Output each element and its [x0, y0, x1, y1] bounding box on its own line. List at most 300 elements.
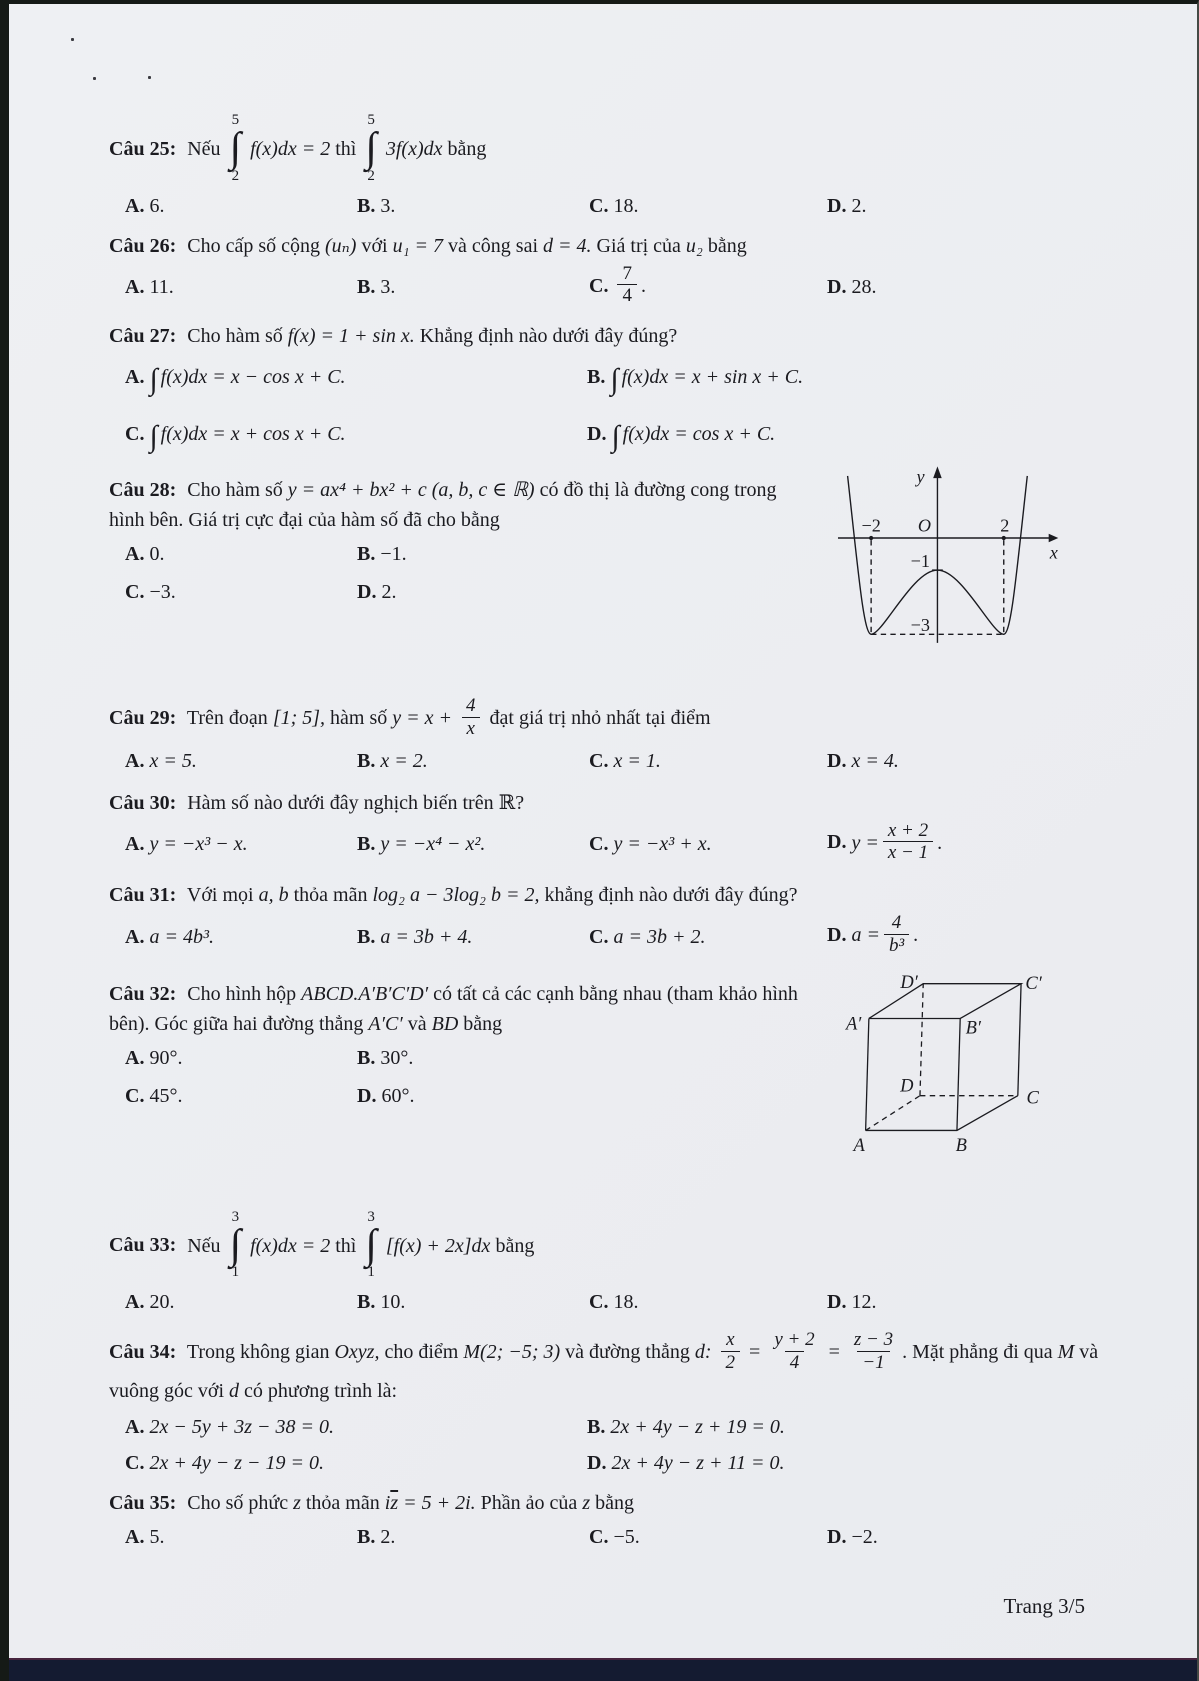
- question-25: [109, 114, 1101, 221]
- math-run: y = ax⁴ + bx² + c (a, b, c ∈ ℝ): [287, 479, 535, 502]
- option-key: C.: [125, 1084, 145, 1107]
- option-key: B.: [357, 1046, 376, 1069]
- option-b: [357, 829, 589, 859]
- option-b: [587, 1412, 1101, 1442]
- fraction-numerator: 4: [891, 912, 902, 934]
- question-27-stem: [109, 321, 1101, 351]
- vertex-label-d: D: [900, 1075, 914, 1096]
- option-key: A.: [125, 832, 145, 855]
- option-key: D.: [827, 749, 847, 772]
- text-run: Hàm số nào dưới đây nghịch biến trên ℝ?: [187, 791, 525, 814]
- math-run: M: [1057, 1341, 1075, 1364]
- math-run: = 5 + 2i.: [403, 1491, 476, 1514]
- integral-lower-bound: 2: [367, 167, 375, 184]
- option-c: [589, 746, 827, 776]
- option-value: 3.: [380, 194, 396, 217]
- edge-cc': [1018, 984, 1021, 1096]
- text-run: với: [361, 234, 388, 257]
- integral-glyph: ∫: [611, 420, 620, 454]
- question-31: [109, 880, 1101, 959]
- text-run: và công sai: [448, 234, 539, 257]
- text-run: thỏa mãn: [305, 1491, 380, 1514]
- text-run: bằng: [447, 137, 487, 160]
- text-run: Nếu: [187, 137, 221, 160]
- option-value: 60°.: [381, 1084, 415, 1107]
- text-run: cho điểm: [384, 1341, 459, 1364]
- option-key: D.: [587, 1451, 607, 1474]
- z-conjugate: $\overline{z}$: [390, 1491, 399, 1514]
- integral-sign: [365, 1209, 377, 1282]
- option-d: [827, 191, 1101, 221]
- option-a: [125, 1287, 357, 1317]
- option-key: D.: [827, 924, 847, 947]
- option-a: [125, 829, 357, 859]
- scan-bottom-edge: [0, 1658, 1199, 1681]
- math-run: [f(x) + 2x]dx: [385, 1234, 491, 1257]
- option-value: 5.: [149, 1525, 165, 1548]
- options-row: [109, 914, 1101, 959]
- integral-glyph: ∫: [365, 125, 377, 171]
- question-33: [109, 1208, 1101, 1318]
- math-run: Oxyz,: [334, 1341, 380, 1364]
- option-value: y = −x³ + x.: [613, 832, 712, 855]
- math-run: ABCD.A′B′C′D′: [301, 982, 429, 1005]
- option-value: 45°.: [149, 1084, 183, 1107]
- axis-label-x: x: [1049, 542, 1058, 563]
- text-run: . Mặt phẳng đi qua: [902, 1341, 1053, 1364]
- question-35-stem: [109, 1488, 1101, 1518]
- option-d: [587, 1448, 1101, 1478]
- q32-box-figure: [833, 975, 1045, 1167]
- text-run: Giá trị của: [596, 234, 681, 257]
- fraction: [617, 263, 637, 308]
- option-key: B.: [357, 1525, 376, 1548]
- question-27: [109, 321, 1101, 459]
- option-key: B.: [587, 1415, 606, 1438]
- text-run: Trong không gian: [186, 1341, 330, 1364]
- option-key: C.: [589, 1291, 609, 1314]
- question-label: Câu 25:: [109, 137, 177, 160]
- option-b: [357, 746, 589, 776]
- options-row: [109, 1522, 1101, 1552]
- option-value: −2.: [851, 1525, 878, 1548]
- text-run: Trên đoạn: [186, 706, 268, 729]
- question-35: [109, 1488, 1101, 1552]
- equals-sign: =: [828, 1341, 840, 1364]
- math-run: u₂: [685, 234, 703, 257]
- question-30: [109, 788, 1101, 867]
- fraction: [769, 1329, 819, 1374]
- option-a: [125, 922, 357, 952]
- options-row: [109, 746, 1101, 776]
- fraction-numerator: 4: [466, 694, 476, 716]
- fraction-numerator: 7: [622, 262, 632, 284]
- text-run: và: [407, 1012, 427, 1035]
- option-key: A.: [125, 366, 145, 389]
- math-run: (uₙ): [325, 234, 357, 257]
- option-value: x = 2.: [380, 749, 428, 772]
- option-prefix: y =: [851, 831, 879, 854]
- scan-speck: [148, 76, 151, 79]
- option-suffix: .: [913, 924, 919, 947]
- fraction-numerator: z − 3: [853, 1329, 894, 1351]
- option-value: a = 4b³.: [149, 925, 214, 948]
- option-value: 10.: [380, 1291, 406, 1314]
- text-run: thì: [335, 1234, 357, 1257]
- option-value: 2x − 5y + 3z − 38 = 0.: [149, 1415, 334, 1438]
- page-number: Trang 3/5: [1003, 1594, 1085, 1618]
- text-run: Cho cấp số cộng: [187, 234, 320, 257]
- tick-label-minus1: −1: [910, 551, 930, 572]
- option-key: A.: [125, 194, 145, 217]
- option-key: B.: [587, 366, 606, 389]
- option-value: 12.: [851, 1291, 877, 1314]
- option-value: a = 3b + 4.: [380, 925, 473, 948]
- integral-sign: [230, 112, 242, 185]
- fraction-denominator: −1: [857, 1351, 889, 1374]
- question-34: [109, 1331, 1101, 1478]
- option-key: A.: [125, 543, 145, 566]
- math-run: d:: [694, 1341, 712, 1364]
- q28-graph-figure: [823, 461, 1069, 663]
- fraction-numerator: y + 2: [774, 1329, 815, 1351]
- option-value: 20.: [149, 1291, 175, 1314]
- math-run: y = x +: [392, 706, 453, 729]
- option-key: B.: [357, 749, 376, 772]
- integral-lower-bound: 1: [367, 1264, 375, 1281]
- option-value: 0.: [149, 543, 165, 566]
- integral-glyph: ∫: [229, 125, 242, 171]
- options-row: [109, 819, 1101, 867]
- option-key: B.: [357, 275, 376, 298]
- option-key: C.: [589, 274, 609, 297]
- tick-label-minus2: −2: [861, 515, 881, 536]
- math-run: z: [582, 1491, 591, 1514]
- options-grid: [109, 1412, 1101, 1478]
- text-run: bằng: [595, 1491, 634, 1514]
- option-value: f(x)dx = x + cos x + C.: [160, 423, 346, 446]
- question-30-stem: [109, 788, 1101, 818]
- question-label: Câu 35:: [109, 1491, 177, 1514]
- option-a: [125, 539, 357, 569]
- x-arrowhead: [1049, 534, 1059, 543]
- question-34-stem: [109, 1331, 1101, 1406]
- question-26-stem: [109, 231, 1101, 261]
- math-run: f(x)dx = 2: [250, 137, 331, 160]
- option-key: D.: [587, 423, 607, 446]
- option-key: C.: [589, 194, 609, 217]
- option-c: [589, 1287, 827, 1317]
- tick-label-2: 2: [1000, 515, 1010, 536]
- option-key: C.: [589, 1525, 609, 1548]
- integral-upper-bound: 5: [367, 112, 375, 128]
- option-key: C.: [589, 749, 609, 772]
- fraction: [883, 820, 933, 865]
- text-run: và đường thẳng: [565, 1341, 690, 1364]
- integral-glyph: ∫: [149, 363, 158, 397]
- option-value: a = 3b + 2.: [613, 925, 706, 948]
- option-key: D.: [827, 1525, 847, 1548]
- math-run: BD: [431, 1012, 459, 1035]
- math-run: f(x) = 1 + sin x.: [287, 325, 415, 348]
- option-prefix: a =: [851, 924, 880, 947]
- solid-bottom-edges: [866, 1096, 1018, 1131]
- text-run: có đồ thị là đường cong trong hình bên. Giá trị cực đại của hàm số đã cho bằng: [109, 479, 777, 532]
- integral-glyph: ∫: [229, 1221, 242, 1268]
- math-run: A′C′: [368, 1012, 403, 1035]
- text-run: Cho hàm số: [187, 325, 283, 348]
- fraction-numerator: x + 2: [887, 819, 929, 841]
- solid-top-edges: [869, 984, 1021, 1019]
- options-row: [109, 1287, 1101, 1317]
- question-33-stem: [109, 1208, 1101, 1284]
- question-25-stem: [109, 114, 1101, 187]
- option-key: D.: [827, 1291, 847, 1314]
- vertex-label-a: A: [853, 1135, 865, 1156]
- scan-speck: [71, 38, 74, 41]
- math-run: f(x)dx = 2: [250, 1234, 331, 1257]
- option-value: x = 5.: [149, 749, 197, 772]
- option-c: [589, 262, 827, 310]
- text-run: đạt giá trị nhỏ nhất tại điểm: [489, 706, 711, 729]
- option-key: D.: [827, 194, 847, 217]
- text-run: Nếu: [187, 1234, 221, 1257]
- integral-glyph: ∫: [610, 363, 619, 397]
- option-a: [125, 272, 357, 302]
- option-c: [589, 191, 827, 221]
- option-key: A.: [125, 1046, 145, 1069]
- option-key: D.: [827, 831, 847, 854]
- math-run: u₁ = 7: [392, 234, 444, 257]
- option-d: [827, 914, 1101, 959]
- math-run: d = 4.: [543, 234, 592, 257]
- option-value: 28.: [851, 275, 877, 298]
- quartic-function-graph: [823, 461, 1069, 654]
- option-d: [827, 1522, 1101, 1552]
- question-label: Câu 32:: [109, 982, 177, 1005]
- text-run: có phương trình là:: [244, 1379, 398, 1402]
- vertex-label-d-prime: D′: [900, 974, 918, 992]
- option-a: [125, 1522, 357, 1552]
- options-grid: [109, 539, 669, 607]
- option-suffix: .: [937, 831, 943, 854]
- option-key: B.: [357, 543, 376, 566]
- math-run: log₂ a − 3log₂ b = 2,: [372, 884, 540, 907]
- fraction-denominator: x − 1: [883, 841, 933, 864]
- option-b: [357, 922, 589, 952]
- fraction: [884, 912, 909, 957]
- option-value: f(x)dx = x + sin x + C.: [621, 366, 804, 389]
- option-value: y = −x⁴ − x².: [380, 832, 486, 855]
- fraction-denominator: x: [462, 717, 480, 740]
- fraction: [849, 1329, 898, 1374]
- vertex-label-b: B: [955, 1135, 967, 1156]
- option-key: B.: [357, 832, 376, 855]
- fraction-denominator: 2: [721, 1351, 741, 1374]
- math-run: a, b: [258, 884, 289, 907]
- option-b: [357, 1287, 589, 1317]
- vertex-label-b-prime: B′: [965, 1017, 981, 1038]
- vertex-label-a-prime: A′: [845, 1013, 862, 1034]
- option-d: [827, 746, 1101, 776]
- option-value: 18.: [613, 194, 639, 217]
- option-a: [125, 1043, 357, 1073]
- option-c: [125, 577, 357, 607]
- option-value: 2x + 4y − z + 19 = 0.: [610, 1415, 785, 1438]
- option-b: [357, 539, 669, 569]
- option-value: 18.: [613, 1291, 639, 1314]
- text-run: và vuông góc với: [109, 1341, 1099, 1402]
- text-run: bằng: [707, 234, 747, 257]
- question-label: Câu 27:: [109, 325, 177, 348]
- tick-label-minus3: −3: [910, 615, 930, 636]
- integral-lower-bound: 1: [231, 1264, 240, 1281]
- option-key: B.: [357, 925, 376, 948]
- exam-content: [9, 4, 1197, 1552]
- equals-sign: =: [749, 1341, 761, 1364]
- option-d: [827, 1287, 1101, 1317]
- options-row: [109, 262, 1101, 310]
- option-value: 2.: [381, 581, 397, 604]
- question-label: Câu 34:: [109, 1341, 177, 1364]
- option-a: [125, 191, 357, 221]
- option-d: [827, 819, 1101, 867]
- option-value: 30°.: [380, 1046, 414, 1069]
- integral-glyph: ∫: [365, 1221, 377, 1268]
- integral-sign: [365, 112, 377, 185]
- question-label: Câu 33:: [109, 1234, 177, 1257]
- math-run: i: [384, 1491, 391, 1514]
- option-value: 6.: [149, 194, 165, 217]
- option-c: [589, 1522, 827, 1552]
- integral-upper-bound: 3: [231, 1208, 240, 1225]
- option-value: −1.: [380, 543, 407, 566]
- integral-lower-bound: 2: [231, 167, 240, 184]
- math-run: d: [229, 1379, 240, 1402]
- option-d: [357, 577, 669, 607]
- option-d: [587, 414, 1101, 459]
- integral-glyph: ∫: [149, 420, 158, 454]
- text-run: Cho hình hộp: [187, 982, 297, 1005]
- option-c: [589, 829, 827, 859]
- text-run: Khẳng định nào dưới đây đúng?: [419, 325, 678, 348]
- question-label: Câu 29:: [109, 706, 177, 729]
- math-run: M(2; −5; 3): [463, 1341, 561, 1364]
- option-b: [587, 357, 1101, 402]
- fraction-denominator: 4: [785, 1351, 805, 1374]
- text-run: Phần ảo của: [480, 1491, 578, 1514]
- math-run: 3f(x)dx: [385, 137, 443, 160]
- option-b: [357, 1043, 669, 1073]
- option-key: B.: [357, 1291, 376, 1314]
- integral-upper-bound: 3: [367, 1208, 375, 1225]
- option-b: [357, 272, 589, 302]
- vertex-label-c: C: [1026, 1087, 1039, 1108]
- option-d: [357, 1081, 669, 1111]
- question-label: Câu 30:: [109, 791, 177, 814]
- option-value: x = 4.: [851, 749, 899, 772]
- option-value: y = −x³ − x.: [149, 832, 248, 855]
- axis-label-y: y: [916, 466, 925, 487]
- option-key: A.: [125, 1291, 145, 1314]
- option-key: A.: [125, 275, 145, 298]
- option-key: A.: [125, 1415, 145, 1438]
- origin-label: O: [917, 515, 932, 536]
- option-key: D.: [357, 581, 377, 604]
- axis-dot: [1002, 536, 1006, 540]
- option-key: B.: [357, 194, 376, 217]
- option-key: C.: [589, 832, 609, 855]
- question-label: Câu 31:: [109, 884, 177, 907]
- option-value: f(x)dx = x − cos x + C.: [160, 366, 346, 389]
- edge-aa': [866, 1018, 869, 1130]
- option-suffix: .: [640, 274, 646, 297]
- math-run: z: [293, 1491, 301, 1514]
- text-run: Cho hàm số: [187, 479, 283, 502]
- text-run: thỏa mãn: [293, 884, 368, 907]
- fraction-denominator: 4: [617, 284, 637, 307]
- option-value: 2.: [380, 1525, 396, 1548]
- options-grid: [109, 1043, 669, 1111]
- text-run: khẳng định nào dưới đây đúng?: [544, 884, 798, 907]
- option-key: C.: [125, 423, 145, 446]
- option-c: [125, 1448, 587, 1478]
- option-key: D.: [827, 275, 847, 298]
- text-run: hàm số: [330, 706, 388, 729]
- y-arrowhead: [933, 467, 942, 479]
- option-key: A.: [125, 1525, 145, 1548]
- option-c: [125, 1081, 357, 1111]
- scan-speck: [93, 77, 96, 80]
- option-key: C.: [589, 925, 609, 948]
- option-value: 11.: [149, 275, 174, 298]
- option-b: [357, 191, 589, 221]
- fraction-numerator: x: [726, 1329, 735, 1351]
- options-grid: [109, 357, 1101, 459]
- fraction-denominator: b³: [884, 934, 909, 957]
- option-value: f(x)dx = cos x + C.: [622, 423, 776, 446]
- question-29-stem: [109, 694, 1101, 742]
- question-label: Câu 28:: [109, 479, 177, 502]
- question-31-stem: [109, 880, 1101, 910]
- edge-bb': [957, 1018, 960, 1130]
- option-key: A.: [125, 925, 145, 948]
- option-c: [589, 922, 827, 952]
- vertex-label-c-prime: C′: [1025, 974, 1042, 994]
- question-32: [109, 974, 1101, 1167]
- question-28: [109, 466, 1101, 663]
- option-key: C.: [125, 1451, 145, 1474]
- text-run: bằng: [463, 1012, 503, 1035]
- option-value: 2x + 4y − z − 19 = 0.: [149, 1451, 324, 1474]
- fraction: [721, 1329, 741, 1374]
- integral-sign: [230, 1209, 242, 1282]
- option-key: A.: [125, 749, 145, 772]
- option-key: C.: [125, 581, 145, 604]
- option-value: 2x + 4y − z + 11 = 0.: [611, 1451, 785, 1474]
- text-run: Với mọi: [186, 884, 254, 907]
- math-run: [1; 5],: [272, 706, 326, 729]
- option-value: 3.: [380, 275, 396, 298]
- option-d: [827, 272, 1101, 302]
- text-run: bằng: [495, 1234, 535, 1257]
- option-b: [357, 1522, 589, 1552]
- axis-dot: [869, 536, 873, 540]
- option-value: x = 1.: [613, 749, 661, 772]
- question-26: [109, 231, 1101, 310]
- text-run: Cho số phức: [187, 1491, 289, 1514]
- option-value: 2.: [851, 194, 867, 217]
